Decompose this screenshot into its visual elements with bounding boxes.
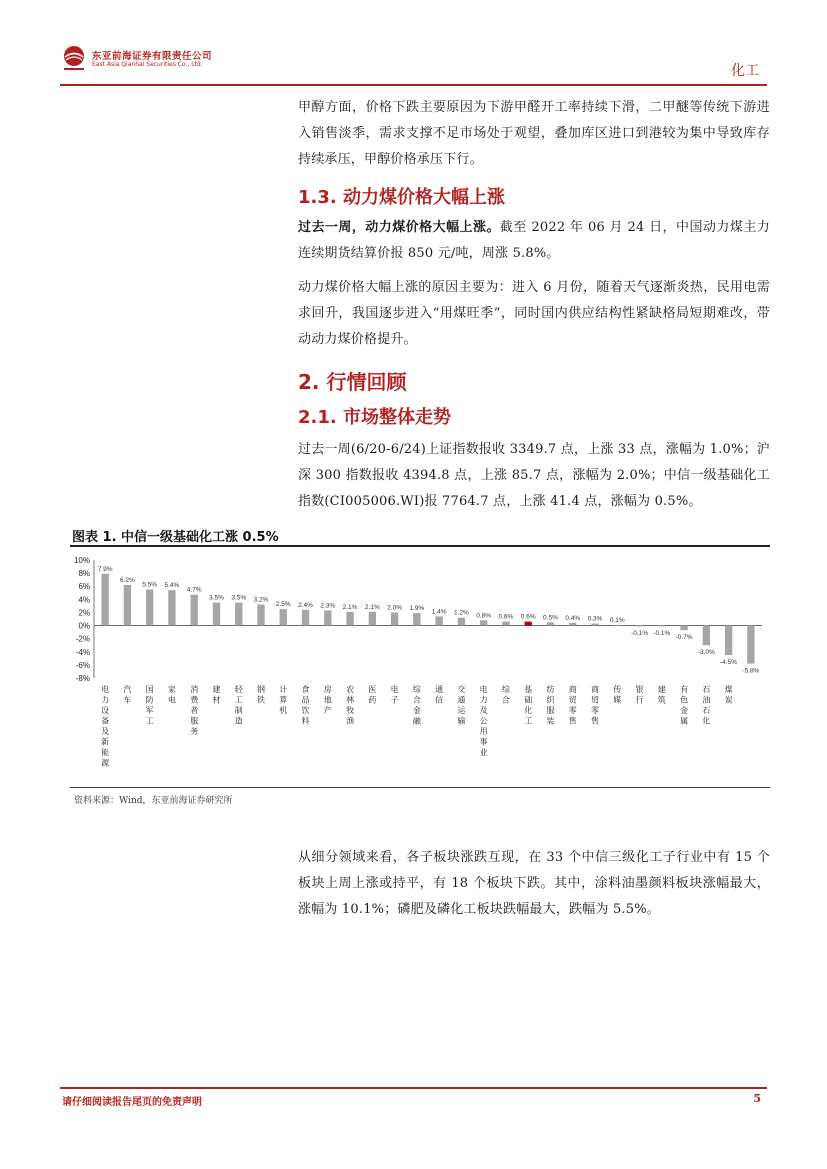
y-tick-label: 0% — [78, 621, 90, 631]
bar-25 — [658, 626, 665, 627]
bar-4 — [191, 595, 198, 626]
bar-7 — [257, 605, 264, 626]
page-header — [60, 44, 767, 86]
company-name-en: East Asia Qianhai Securities Co., Ltd. — [92, 61, 203, 68]
header-divider — [60, 84, 767, 86]
bar-21 — [569, 623, 576, 626]
bar-2 — [146, 590, 153, 626]
y-tick-label: 8% — [78, 569, 90, 579]
category-label: 国防军工 — [145, 685, 154, 726]
figure-top-rule — [70, 545, 770, 547]
bar-28 — [725, 626, 732, 656]
data-label: 0.4% — [565, 614, 581, 622]
heading-1-3: 1.3. 动力煤价格大幅上涨 — [298, 187, 505, 208]
data-label: 0.1% — [609, 616, 625, 624]
category-label: 石油石化 — [702, 685, 711, 726]
category-label: 商贸零售 — [591, 685, 599, 726]
market-paragraph: 过去一周(6/20-6/24)上证指数报收 3349.7 点，上涨 33 点，涨幅为 1.0%；沪深 300 指数报收 4394.8 点，上涨 85.7 点，涨幅为 2.0%；中信一级基础化工指数(CI005006.WI)报 7764.7 点，上涨 41.4 点，涨幅为 0.5%。 — [298, 442, 770, 509]
category-label: 通信 — [435, 685, 444, 705]
bar-8 — [280, 609, 287, 625]
category-label: 汽车 — [123, 685, 132, 705]
data-label: 5.5% — [142, 581, 158, 589]
category-label: 电力设备及新能源 — [101, 685, 110, 768]
data-label: -4.5% — [720, 659, 738, 667]
data-label: 0.3% — [587, 615, 603, 623]
bar-23 — [614, 625, 621, 626]
methanol-paragraph: 甲醇方面，价格下跌主要原因为下游甲醛开工率持续下滑，二甲醚等传统下游进入销售淡季，需求支撑不足市场处于观望，叠加库区进口到港较为集中导致库存持续承压，甲醇价格承压下行。 — [298, 100, 770, 167]
data-label: 1.2% — [453, 609, 469, 617]
category-label: 电力及公用事业 — [479, 685, 488, 757]
data-label: 2.3% — [320, 602, 336, 610]
category-label: 纺织服装 — [546, 685, 555, 726]
bar-20 — [547, 622, 554, 625]
bar-16 — [458, 618, 465, 626]
bar-9 — [302, 610, 309, 626]
bar-11 — [346, 612, 353, 626]
category-label: 银行 — [635, 685, 644, 705]
bar-13 — [391, 612, 398, 625]
data-label: -0.1% — [631, 630, 649, 638]
disclaimer-note: 请仔细阅读报告尾页的免责声明 — [62, 1097, 202, 1108]
data-label: 3.5% — [209, 594, 224, 602]
category-label: 建材 — [212, 685, 221, 705]
y-tick-label: 2% — [78, 608, 90, 618]
bar-6 — [235, 603, 242, 626]
category-label: 消费者服务 — [190, 685, 199, 736]
coal-reason-paragraph: 动力煤价格大幅上涨的原因主要为：进入 6 月份，随着天气逐渐炎热，民用电需求回升，我国逐步进入“用煤旺季”，同时国内供应结构性紧缺格局短期难改，带动动力煤价格提升。 — [298, 280, 770, 347]
y-tick-label: 10% — [73, 556, 90, 565]
data-label: 1.9% — [409, 605, 425, 613]
y-tick-label: -2% — [75, 634, 90, 644]
coal-paragraph — [298, 215, 770, 267]
y-tick-label: -8% — [75, 674, 90, 683]
category-label: 交通运输 — [457, 685, 466, 726]
y-tick-label: 6% — [78, 582, 90, 592]
heading-2: 2. 行情回顾 — [298, 370, 407, 394]
category-label: 综合金融 — [412, 685, 421, 726]
data-label: 2.0% — [387, 604, 403, 612]
coal-body-text: 截至 2022 年 06 月 24 日，中国动力煤主力连续期货结算价报 850 元/吨，周涨 5.8%。 — [298, 220, 770, 261]
category-label: 计算机 — [279, 685, 288, 715]
company-name-cn: 东亚前海证券有限责任公司 — [92, 51, 213, 62]
category-label: 食品饮料 — [301, 685, 310, 726]
figure-source: 资料来源：Wind，东亚前海证券研究所 — [74, 796, 233, 806]
bar-29 — [747, 626, 754, 664]
bar-10 — [324, 610, 331, 625]
bar-27 — [703, 626, 710, 646]
category-label: 房地产 — [323, 685, 332, 715]
data-label: 7.9% — [97, 565, 113, 573]
data-label: -3.0% — [697, 649, 715, 657]
industry-bar-chart — [62, 550, 772, 782]
heading-2-1: 2.1. 市场整体走势 — [298, 407, 451, 428]
bar-1 — [124, 585, 131, 626]
bar-12 — [369, 612, 376, 626]
y-tick-label: -4% — [75, 647, 90, 657]
data-label: 2.1% — [342, 603, 358, 611]
page-number: 5 — [753, 1092, 761, 1105]
figure-title: 图表 1. 中信一级基础化工涨 0.5% — [72, 530, 279, 545]
category-label: 轻工制造 — [234, 685, 243, 726]
category-label: 煤炭 — [724, 685, 733, 705]
bar-18 — [502, 622, 509, 626]
data-label: 2.5% — [275, 601, 291, 609]
report-section: 化工 — [731, 63, 759, 79]
y-tick-label: 4% — [78, 595, 90, 605]
data-label: -0.1% — [653, 630, 671, 638]
data-label: 4.7% — [186, 586, 202, 594]
data-label: 0.6% — [498, 613, 514, 621]
data-label: 3.5% — [231, 594, 247, 602]
category-label: 综合 — [501, 685, 510, 705]
data-label: 0.8% — [476, 612, 492, 620]
category-label: 传媒 — [613, 685, 622, 705]
data-label: -0.7% — [675, 634, 693, 642]
data-label: 2.1% — [364, 603, 380, 611]
category-label: 农林牧渔 — [346, 685, 355, 726]
category-label: 钢铁 — [257, 685, 265, 705]
data-label: 5.4% — [164, 582, 180, 590]
figure-bottom-rule — [70, 787, 770, 788]
bar-14 — [413, 613, 420, 625]
category-label: 家电 — [167, 685, 176, 705]
data-label: 3.2% — [253, 596, 269, 604]
category-label: 有色金属 — [680, 685, 689, 726]
category-label: 电子 — [390, 685, 399, 705]
data-label: -5.8% — [742, 667, 760, 675]
bar-3 — [168, 590, 175, 625]
bar-24 — [636, 626, 643, 627]
y-tick-label: -6% — [75, 660, 90, 670]
bar-22 — [591, 624, 598, 626]
bar-19 — [525, 622, 532, 626]
category-label: 医药 — [368, 685, 377, 705]
coal-lead-text: 过去一周，动力煤价格大幅上涨。 — [298, 220, 500, 235]
bar-17 — [480, 620, 487, 625]
data-label: 6.2% — [119, 576, 135, 584]
category-label: 基础化工 — [524, 685, 533, 726]
data-label: 1.4% — [431, 608, 447, 616]
footer-divider — [60, 1087, 767, 1089]
bar-26 — [680, 626, 687, 631]
data-label: 0.5% — [543, 614, 558, 622]
data-label: 2.4% — [298, 601, 313, 609]
bar-0 — [101, 574, 108, 626]
bar-15 — [435, 616, 442, 625]
company-logo-icon — [60, 44, 88, 72]
sub-sector-paragraph: 从细分领域来看，各子板块涨跌互现，在 33 个中信三级化工子行业中有 15 个板块上周上涨或持平，有 18 个板块下跌。其中，涂料油墨颜料板块涨幅最大，涨幅为 10.1%；磷肥及磷化工板块跌幅最大，跌幅为 5.5%。 — [298, 850, 770, 917]
category-label: 建筑 — [657, 685, 666, 705]
bar-5 — [213, 603, 220, 626]
category-label: 商贸零售 — [568, 685, 577, 726]
data-label: 0.6% — [520, 613, 536, 621]
